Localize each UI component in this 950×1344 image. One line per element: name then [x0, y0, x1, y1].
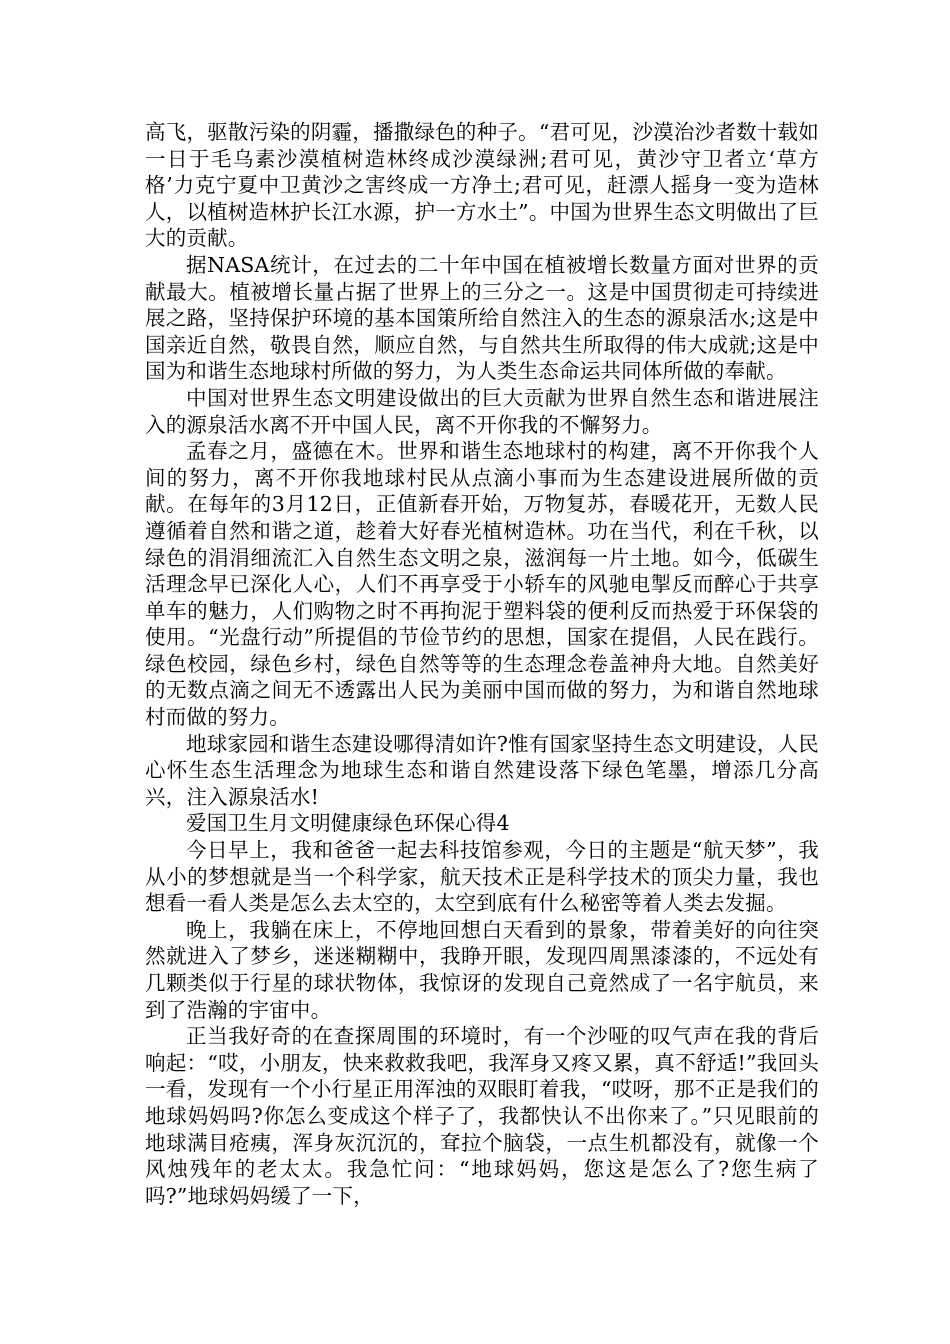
- paragraph: 正当我好奇的在查探周围的环境时，有一个沙哑的叹气声在我的背后响起：“哎，小朋友，快来救救我吧，我浑身又疼又累，真不舒适!”我回头一看，发现有一个小行星正用浑浊的双眼盯着我，“哎呀，那不正是我们的地球妈妈吗?你怎么变成这个样子了，我都快认不出你来了。”只见眼前的地球满目疮痍，浑身灰沉沉的，耷拉个脑袋，一点生机都没有，就像一个风烛残年的老太太。我急忙问：“地球妈妈，您这是怎么了?您生病了吗?”地球妈妈缓了一下，: [145, 1024, 819, 1208]
- paragraph: 中国对世界生态文明建设做出的巨大贡献为世界自然生态和谐进展注入的源泉活水离不开中国人民，离不开你我的不懈努力。: [145, 385, 819, 437]
- document-body: [145, 119, 819, 1209]
- paragraph: 高飞，驱散污染的阴霾，播撒绿色的种子。“君可见，沙漠治沙者数十载如一日于毛乌素沙漠植树造林终成沙漠绿洲;君可见，黄沙守卫者立‘草方格’力克宁夏中卫黄沙之害终成一方净土;君可见，赶漂人摇身一变为造林人，以植树造林护长江水源，护一方水土”。中国为世界生态文明做出了巨大的贡献。: [145, 120, 819, 251]
- paragraph: 地球家园和谐生态建设哪得清如许?惟有国家坚持生态文明建设，人民心怀生态生活理念为地球生态和谐自然建设落下绿色笔墨，增添几分高兴，注入源泉活水!: [145, 731, 819, 809]
- paragraph: 据NASA统计，在过去的二十年中国在植被增长数量方面对世界的贡献最大。植被增长量占据了世界上的三分之一。这是中国贯彻走可持续进展之路，坚持保护环境的基本国策所给自然注入的生态的源泉活水;这是中国亲近自然，敬畏自然，顺应自然，与自然共生所取得的伟大成就;这是中国为和谐生态地球村所做的努力，为人类生态命运共同体所做的奉献。: [145, 252, 819, 384]
- section-heading: 爱国卫生月文明健康绿色环保心得4: [186, 811, 510, 836]
- paragraph: 今日早上，我和爸爸一起去科技馆参观，今日的主题是“航天梦”，我从小的梦想就是当一个科学家，航天技术正是科学技术的顶尖力量，我也想看一看人类是怎么去太空的，太空到底有什么秘密等着人类去发掘。: [145, 838, 819, 916]
- paragraph: 孟春之月，盛德在木。世界和谐生态地球村的构建，离不开你我个人间的努力，离不开你我地球村民从点滴小事而为生态建设进展所做的贡献。在每年的3月12日，正值新春开始，万物复苏，春暖花开，无数人民遵循着自然和谐之道，趁着大好春光植树造林。功在当代，利在千秋，以绿色的涓涓细流汇入自然生态文明之泉，滋润每一片土地。如今，低碳生活理念早已深化人心，人们不再享受于小轿车的风驰电掣反而醉心于共享单车的魅力，人们购物之时不再拘泥于塑料袋的便利反而热爱于环保袋的使用。“光盘行动”所提倡的节俭节约的思想，国家在提倡，人民在践行。绿色校园，绿色乡村，绿色自然等等的生态理念卷盖神舟大地。自然美好的无数点滴之间无不透露出人民为美丽中国而做的努力，为和谐自然地球村而做的努力。: [145, 439, 819, 730]
- paragraph: 晚上，我躺在床上，不停地回想白天看到的景象，带着美好的向往突然就进入了梦乡，迷迷糊糊中，我睁开眼，发现四周黑漆漆的，不远处有几颗类似于行星的球状物体，我惊讶的发现自己竟然成了一名宇航员，来到了浩瀚的宇宙中。: [145, 917, 819, 1022]
